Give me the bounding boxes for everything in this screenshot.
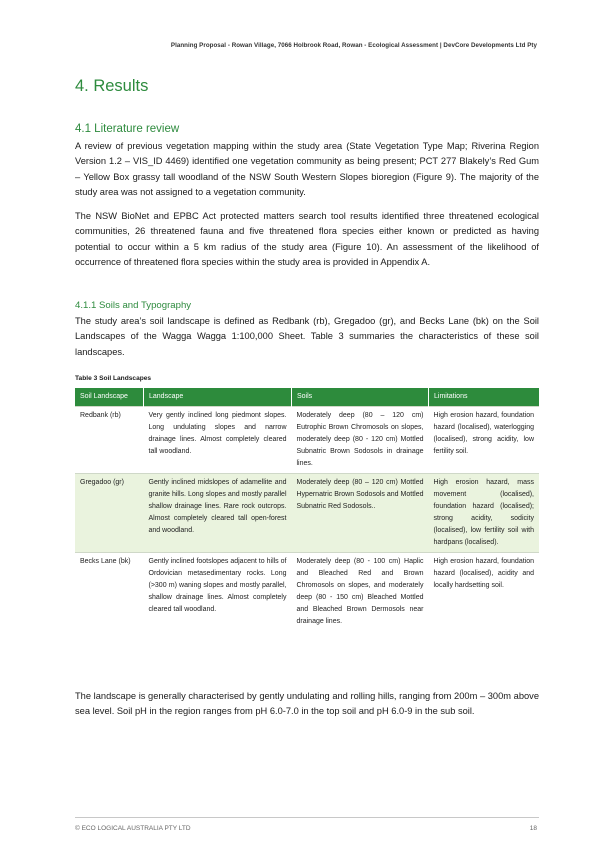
closing-paragraph: The landscape is generally characterised by gently undulating and rolling hills, ranging from 200m – 300m above sea level. Soil pH in the region ranges from pH 6.0-7.0 in the top soil and pH 6.0-9 in the sub soil.	[75, 691, 539, 717]
table-row	[75, 474, 539, 553]
column-header-soils: Soils	[292, 388, 429, 407]
table-row	[75, 553, 539, 632]
footer-divider	[75, 817, 539, 818]
table-caption: Table 3 Soil Landscapes	[75, 375, 152, 382]
literature-review-paragraph-2: The NSW BioNet and EPBC Act protected matters search tool results identified three threatened ecological communities, 26 threatened fauna and five threatened flora species either known or predicted as having potential to occur within a 5 km radius of the study area (Figure 10). An assessment of the likelihood of occurrence of threatened flora species within the study area is provided in Appendix A.	[75, 211, 539, 268]
cell-soils: Moderately deep (80 – 120 cm) Eutrophic Brown Chromosols on slopes, moderately deep (80 - 120 cm) Mottled Subnatric Brown Sodosols in drainage lines.	[292, 407, 429, 474]
cell-landscape: Gently inclined footslopes adjacent to hills of Ordovician metasedimentary rocks. Long (>300 m) waning slopes and mostly parallel, shallow drainage lines. Almost completely cleared tall woodland.	[144, 553, 292, 632]
literature-review-paragraph-1: A review of previous vegetation mapping within the study area (State Vegetation Type Map; Riverina Region Version 1.2 – VIS_ID 4469) identified one vegetation community as being present; PCT 277 Blakely’s Red Gum – Yellow Box grassy tall woodland of the NSW South Western Slopes bioregion (Figure 9). The majority of the study area was not assigned to a vegetation community.	[75, 141, 539, 198]
column-header-soil-landscape: Soil Landscape	[75, 388, 144, 407]
footer-copyright: © ECO LOGICAL AUSTRALIA PTY LTD	[75, 825, 191, 832]
column-header-landscape: Landscape	[144, 388, 292, 407]
cell-landscape: Very gently inclined long piedmont slopes. Long undulating slopes and narrow drainage lines. Almost completely cleared tall woodland.	[144, 407, 292, 474]
cell-soil-landscape: Redbank (rb)	[75, 407, 144, 474]
cell-soil-landscape: Becks Lane (bk)	[75, 553, 144, 632]
cell-limitations: High erosion hazard, foundation hazard (localised), acidity and locally hardsetting soil.	[429, 553, 540, 632]
literature-review-heading: 4.1 Literature review	[75, 123, 180, 135]
soil-landscapes-table	[75, 388, 539, 631]
cell-soils: Moderately deep (80 - 100 cm) Haplic and Bleached Red and Brown Chromosols on slopes, and moderately deep (80 - 150 cm) Bleached Mottled and Bleached Brown Dermosols near drainage lines.	[292, 553, 429, 632]
cell-soils: Moderately deep (80 – 120 cm) Mottled Hypernatric Brown Sodosols and Mottled Subnatric Red Sodosols..	[292, 474, 429, 553]
soils-paragraph: The study area’s soil landscape is defined as Redbank (rb), Gregadoo (gr), and Becks Lane (bk) on the Soil Landscapes of the Wagga Wagga 1:100,000 Sheet. Table 3 summaries the characteristics of these soil landscapes.	[75, 316, 539, 357]
cell-soil-landscape: Gregadoo (gr)	[75, 474, 144, 553]
page-header: Planning Proposal - Rowan Village, 7066 Holbrook Road, Rowan - Ecological Assessment | DevCore Developments Ltd Pty	[170, 42, 537, 49]
cell-landscape: Gently inclined midslopes of adamellite and granite hills. Long slopes and mostly parallel shallow drainage lines. Rare rock outcrops. Almost completely cleared tall open-forest and woodland.	[144, 474, 292, 553]
soils-heading: 4.1.1 Soils and Typography	[75, 300, 192, 311]
column-header-limitations: Limitations	[429, 388, 540, 407]
section-title: 4. Results	[75, 77, 149, 95]
cell-limitations: High erosion hazard, mass movement (localised), foundation hazard (localised); strong acidity, sodicity (localised), low fertility soil with hardpans (localised).	[429, 474, 540, 553]
table-row	[75, 407, 539, 474]
page-number: 18	[529, 825, 537, 832]
cell-limitations: High erosion hazard, foundation hazard (localised), waterlogging (localised), strong acidity, low fertility soil.	[429, 407, 540, 474]
table-header-row	[75, 388, 539, 407]
